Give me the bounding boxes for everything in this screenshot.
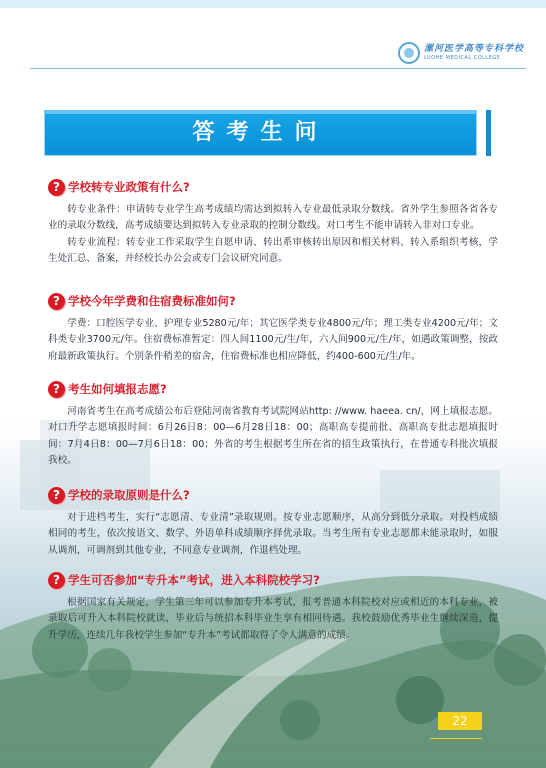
question-row [48, 484, 498, 506]
header-divider [30, 68, 526, 69]
college-name-cn: 漯河医学高等专科学校 [423, 44, 524, 54]
answer-paragraph: 转专业流程：转专业工作采取学生自愿申请、转出系审核转出原因和相关材料、转入系组织考核，学生处汇总、备案，并经校长办公会或专门会议研究同意。 [48, 236, 498, 265]
answer-paragraph: 根据国家有关规定，学生第三年可以参加专升本考试，报考普通本科院校对应或相近的本科专业，被录取后可升入本科院校就读，毕业后与统招本科毕业生享有相同待遇。我校鼓励优秀毕业生继续深造，提升学历，连续几年我校学生参加“专升本”考试都取得了令人满意的成绩。 [48, 597, 498, 641]
question-mark-icon: ? [48, 572, 65, 589]
qa-item [48, 176, 498, 268]
question-mark-icon: ? [48, 293, 65, 310]
college-seal-icon [398, 42, 420, 64]
question-row [48, 290, 498, 312]
question-mark-icon: ? [48, 487, 65, 504]
qa-item [48, 484, 498, 559]
answer-paragraph: 学费：口腔医学专业、护理专业5280元/年；其它医学类专业4800元/年；理工类专业4200元/年；文科类专业3700元/年。住宿费标准暂定：四人间1100元/生/年，六人间900元/生/年，如遇政策调整，按政府最新政策执行。个别条件稍差的宿舍，住宿费标准也相应降低，约400-600元/生/年。 [48, 318, 498, 362]
college-logo [398, 42, 524, 64]
answer-text [48, 595, 498, 644]
question-text: 学校的录取原则是什么? [68, 488, 190, 502]
top-strip [0, 0, 546, 8]
question-mark-icon: ? [48, 179, 65, 196]
section-title-bar [44, 110, 477, 156]
college-name [424, 44, 524, 62]
answer-paragraph: 转专业条件：申请转专业学生高考成绩均需达到拟转入专业最低录取分数线。省外学生参照各省各专业的录取分数线，高考成绩要达到拟转入专业录取的控制分数线。对口考生不能申请转入非对口专业。 [48, 204, 498, 232]
section-title: 答考生问 [192, 120, 329, 145]
page-number-rule [430, 738, 482, 739]
answer-paragraph: 河南省考生在高考成绩公布后登陆河南省教育考试院网站http: //www. haeea. cn/，网上填报志愿。对口升学志愿填报时间：6月26日8：00—6月28日18：00；高职高专提前批、高职高专批志愿填报时间：7月4日8：00—7月6日18：00；外省的考生根据考生所在省的招生政策执行，在普通专科批次填报我校。 [48, 406, 498, 467]
qa-item [48, 569, 498, 644]
answer-text [48, 316, 498, 365]
qa-item [48, 290, 498, 365]
question-row [48, 378, 498, 400]
question-row [48, 176, 498, 198]
answer-text [48, 202, 498, 268]
question-text: 学校今年学费和住宿费标准如何? [68, 294, 236, 308]
question-text: 学生可否参加“专升本”考试，进入本科院校学习? [68, 573, 320, 587]
qa-item [48, 378, 498, 470]
question-mark-icon: ? [48, 381, 65, 398]
answer-text [48, 404, 498, 470]
title-bracket [486, 110, 491, 156]
answer-text [48, 510, 498, 559]
question-text: 学校转专业政策有什么? [68, 180, 190, 194]
college-name-en: LUOHE MEDICAL COLLEGE [423, 55, 501, 61]
question-row [48, 569, 498, 591]
question-text: 考生如何填报志愿? [68, 382, 167, 396]
page-number: 22 [438, 712, 482, 730]
answer-paragraph: 对于进档考生，实行“志愿清、专业清”录取规则。按专业志愿顺序，从高分到低分录取。对投档成绩相同的考生，依次按语文、数学、外语单科成绩顺序择优录取。当考生所有专业志愿都未能录取时，如服从调剂，可调剂到其他专业，不同意专业调剂，作退档处理。 [48, 512, 498, 556]
